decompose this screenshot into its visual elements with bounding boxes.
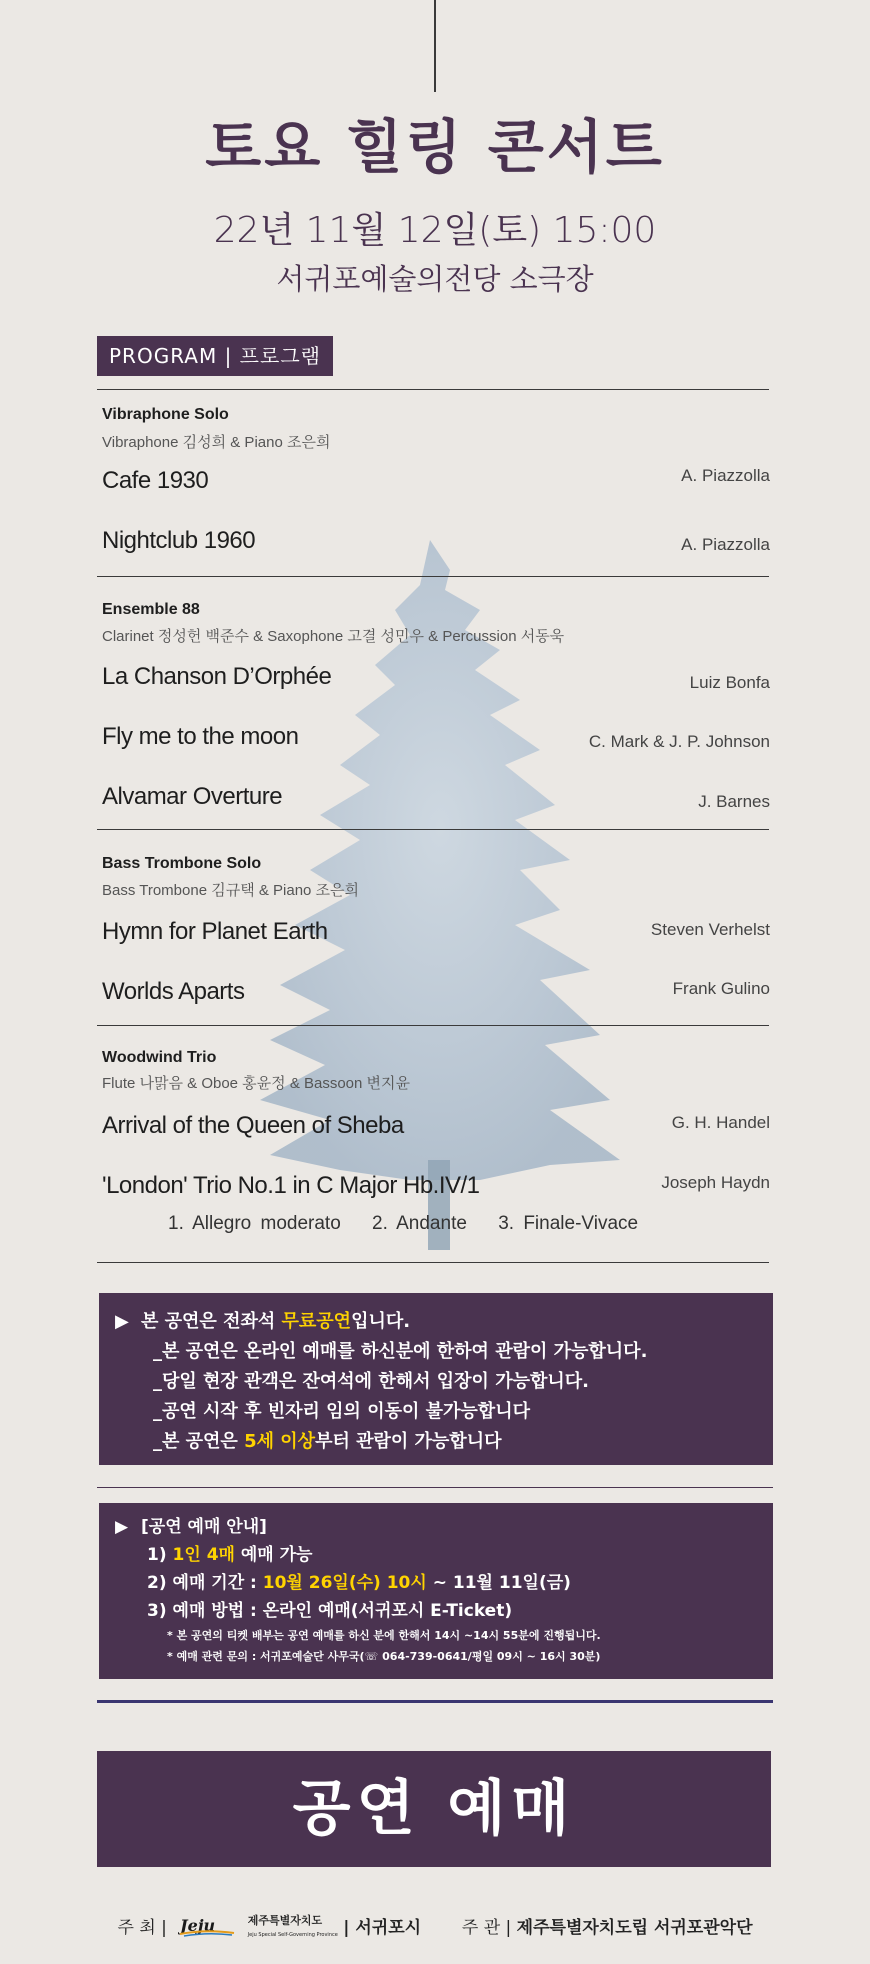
notice-box: [99, 1293, 773, 1465]
jeju-logo: [178, 1915, 236, 1942]
jeju-province-tagline: Jeju Special Self-Governing Province: [247, 1932, 338, 1938]
footer-credits: [0, 1913, 870, 1942]
divider: [97, 389, 769, 390]
notice-line: _본 공연은 온라인 예매를 하신분에 한하여 관람이 가능합니다.: [153, 1341, 648, 1362]
reservation-step: [115, 1541, 757, 1569]
notice-line: _당일 현장 관객은 잔여석에 한해서 입장이 가능합니다.: [153, 1371, 589, 1392]
piece-composer: C. Mark & J. P. Johnson: [588, 732, 770, 751]
reservation-note: * 예매 관련 문의 : 서귀포예술단 사무국(☏ 064-739-0641/평일 09시 ~ 16시 30분): [167, 1650, 601, 1663]
reservation-info-box: [99, 1503, 773, 1679]
step-text: 1): [147, 1545, 173, 1565]
concert-date: 22년 11월 12일(토) 15:00: [213, 210, 657, 251]
piece-title: La Chanson D’Orphée: [102, 663, 332, 690]
step-highlight: 10월 26일(수) 10시: [262, 1573, 427, 1593]
piece-composer: A. Piazzolla: [681, 466, 770, 485]
organizer-name: 제주특별자치도립 서귀포관악단: [516, 1918, 753, 1938]
notice-text: _본 공연은: [153, 1431, 245, 1452]
step-text: 예매 가능: [234, 1545, 313, 1565]
movement-item: 3. Finale-Vivace: [498, 1213, 639, 1234]
play-arrow-icon: ▶: [115, 1311, 129, 1332]
notice-text: 부터 관람이 가능합니다: [315, 1431, 502, 1452]
group-performers: Bass Trombone 김규택 & Piano 조은희: [102, 882, 360, 899]
group-performers: Vibraphone 김성희 & Piano 조은희: [102, 434, 331, 451]
jeju-logo-icon: [178, 1915, 236, 1937]
reservation-heading-text: [공연 예매 안내]: [141, 1517, 267, 1537]
piece-composer: G. H. Handel: [671, 1113, 770, 1132]
divider: [97, 576, 769, 577]
piece-composer: J. Barnes: [698, 792, 770, 811]
concert-title: 토요 힐링 콘서트: [205, 113, 665, 181]
piece-title: Hymn for Planet Earth: [102, 918, 328, 945]
piece-title: Alvamar Overture: [102, 783, 283, 810]
piece-title: Nightclub 1960: [102, 527, 256, 554]
group-title: Bass Trombone Solo: [102, 855, 262, 872]
divider: [97, 1025, 769, 1026]
step-text: 2) 예매 기간 :: [147, 1573, 263, 1593]
group-title: Vibraphone Solo: [102, 406, 229, 423]
piece-composer: Joseph Haydn: [661, 1173, 770, 1192]
host-label: 주 최 |: [117, 1918, 167, 1938]
concert-venue: 서귀포예술의전당 소극장: [276, 262, 594, 296]
jeju-province: [248, 1915, 338, 1941]
notice-line: [115, 1427, 757, 1457]
book-performance-button[interactable]: 공연 예매: [97, 1751, 771, 1867]
top-divider-line: [434, 0, 436, 92]
movements-list: [168, 1213, 660, 1235]
group-title: Woodwind Trio: [102, 1049, 217, 1066]
notice-line: _공연 시작 후 빈자리 임의 이동이 불가능합니다: [153, 1401, 530, 1422]
program-badge: PROGRAM | 프로그램: [97, 336, 333, 376]
divider: [97, 829, 769, 830]
movement-item: 2. Andante: [372, 1213, 467, 1234]
piece-title: Worlds Aparts: [102, 978, 245, 1005]
notice-line: [115, 1307, 757, 1337]
group-performers: Clarinet 정성헌 백준수 & Saxophone 고결 성민우 & Percussion 서동욱: [102, 628, 565, 645]
city-name: | 서귀포시: [343, 1918, 422, 1938]
jeju-province-name: 제주특별자치도: [247, 1914, 323, 1927]
piece-title: Fly me to the moon: [102, 723, 299, 750]
notice-highlight: 5세 이상: [244, 1431, 316, 1452]
divider: [97, 1700, 773, 1703]
organizer-label: 주 관 |: [461, 1918, 512, 1938]
piece-composer: Frank Gulino: [672, 979, 770, 998]
reservation-step: [115, 1569, 757, 1597]
reservation-heading: [115, 1513, 757, 1541]
group-title: Ensemble 88: [102, 601, 200, 618]
step-text: ~ 11월 11일(금): [426, 1573, 571, 1593]
piece-title: Arrival of the Queen of Sheba: [102, 1112, 404, 1139]
step-highlight: 1인 4매: [172, 1545, 235, 1565]
divider: [97, 1487, 773, 1488]
piece-composer: A. Piazzolla: [681, 535, 770, 554]
piece-title: 'London' Trio No.1 in C Major Hb.IV/1: [102, 1172, 480, 1199]
movement-item: 1. Allegro moderato: [168, 1213, 341, 1234]
piece-composer: Steven Verhelst: [650, 920, 770, 939]
piece-composer: Luiz Bonfa: [689, 673, 770, 692]
play-arrow-icon: ▶: [115, 1517, 129, 1537]
reservation-step: 3) 예매 방법 : 온라인 예매(서귀포시 E-Ticket): [147, 1601, 513, 1621]
notice-highlight: 무료공연: [281, 1311, 352, 1332]
notice-text: 본 공연은 전좌석: [141, 1311, 282, 1332]
group-performers: Flute 나맑음 & Oboe 홍윤정 & Bassoon 변지윤: [102, 1075, 411, 1092]
reservation-note: * 본 공연의 티켓 배부는 공연 예매를 하신 분에 한해서 14시 ~14시 55분에 진행됩니다.: [167, 1629, 601, 1642]
jeju-logo-text: Jeju: [180, 1915, 216, 1935]
piece-title: Cafe 1930: [102, 467, 209, 494]
divider: [97, 1262, 769, 1263]
notice-text: 입니다.: [351, 1311, 411, 1332]
